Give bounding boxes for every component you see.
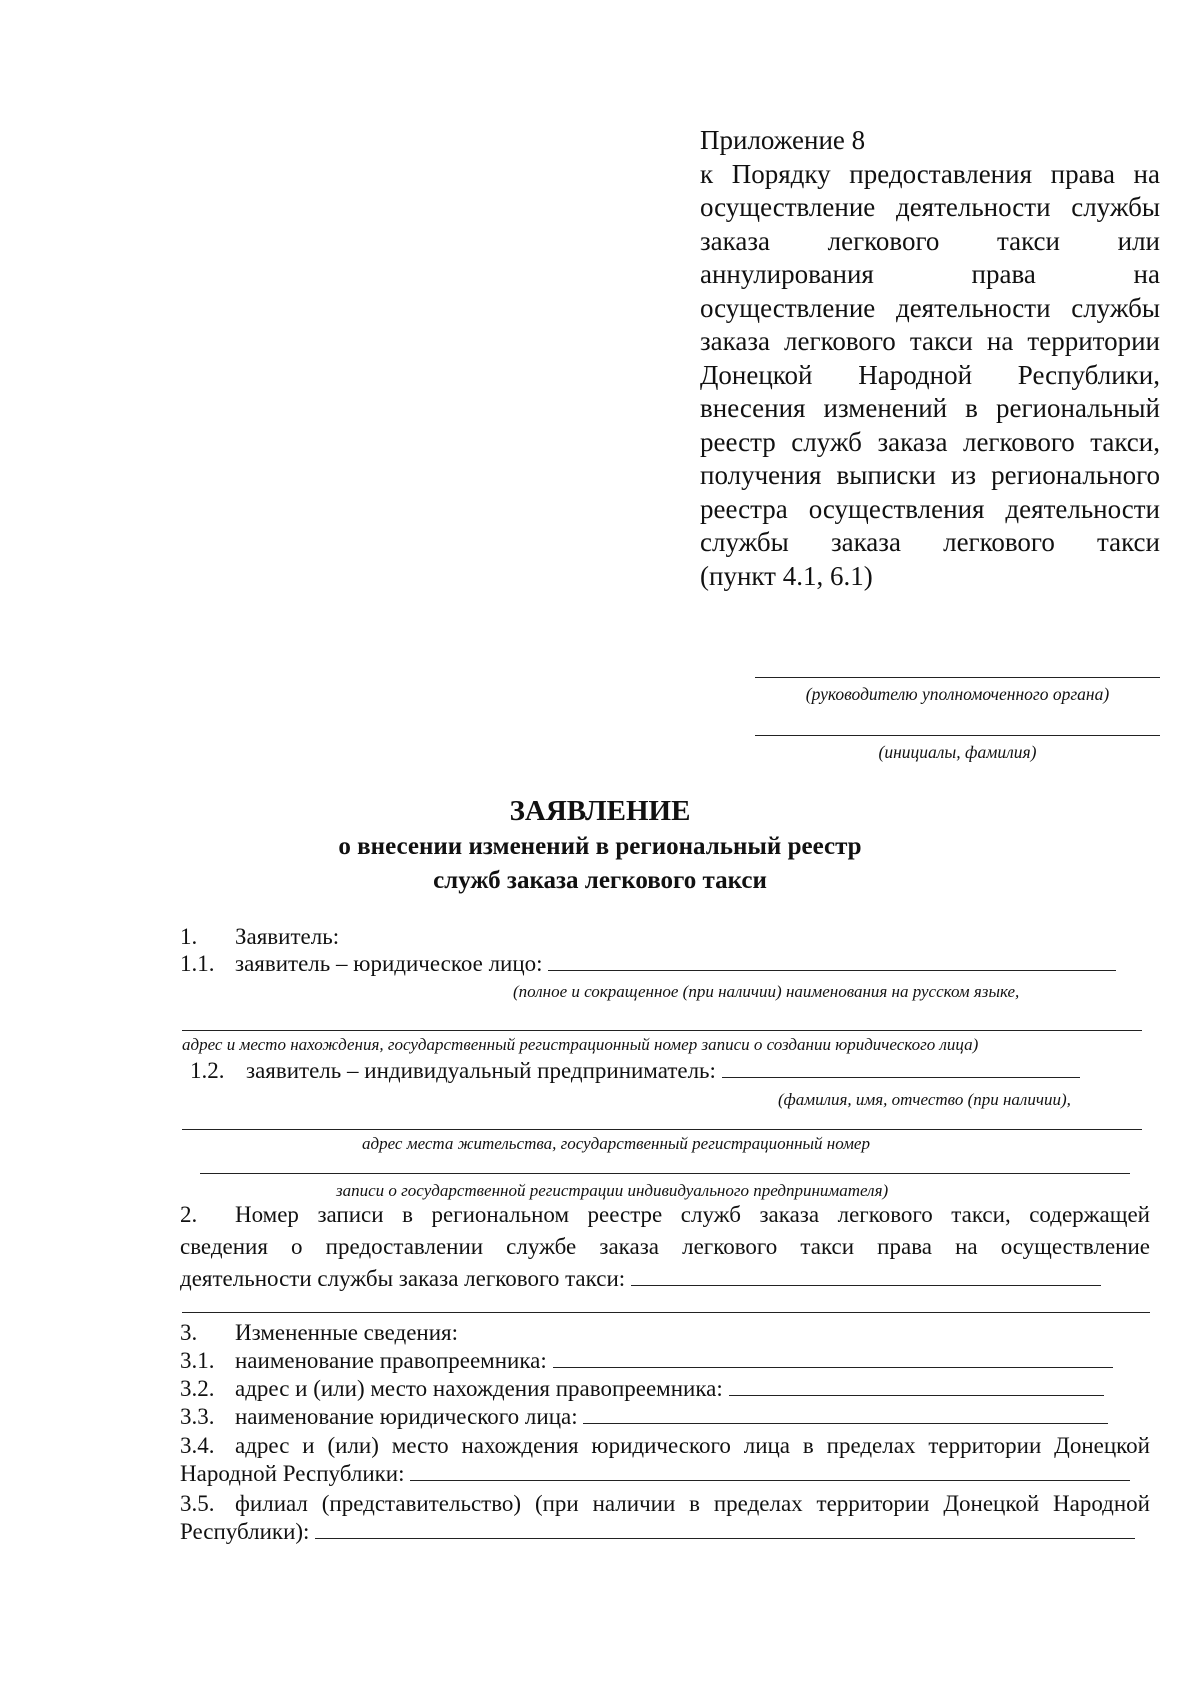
registry-number-input-line2[interactable] [182, 1312, 1150, 1313]
section-number: 2. [180, 1202, 198, 1227]
section2-line [180, 1201, 1150, 1229]
branch-input[interactable] [315, 1518, 1135, 1539]
item-label: адрес и (или) место нахождения юридического лица в пределах территории Донецкой [235, 1433, 1150, 1458]
entrepreneur-input-line2[interactable] [182, 1129, 1142, 1130]
successor-address-input[interactable] [729, 1375, 1104, 1396]
item-3-4-cont [180, 1460, 1130, 1488]
item-number: 3.3. [180, 1404, 215, 1429]
item-number: 3.1. [180, 1348, 215, 1373]
item-label: наименование юридического лица: [235, 1404, 578, 1429]
legal-entity-caption: (полное и сокращенное (при наличии) наименования на русском языке, [513, 982, 1020, 1001]
addressee-name-caption: (инициалы, фамилия) [878, 742, 1037, 762]
item-3-1 [180, 1347, 1113, 1375]
appendix-block [700, 124, 1160, 593]
document-title: ЗАЯВЛЕНИЕ [509, 795, 691, 827]
section-label: Заявитель: [235, 924, 340, 949]
legal-entity-name-input[interactable] [583, 1403, 1108, 1424]
section-label: Измененные сведения: [235, 1320, 459, 1345]
section2-text: Номер записи в региональном реестре служб заказа легкового такси, содержащей [235, 1202, 1150, 1227]
entrepreneur-input[interactable] [722, 1057, 1080, 1078]
item-label: заявитель – юридическое лицо: [235, 951, 543, 976]
item-3-5-cont [180, 1518, 1135, 1546]
section-number: 3. [180, 1320, 198, 1345]
entrepreneur-input-line3[interactable] [200, 1173, 1130, 1174]
item-label: адрес и (или) место нахождения правопреемника: [235, 1376, 723, 1401]
legal-entity-caption: адрес и место нахождения, государственный регистрационный номер записи о создании юридического лица) [182, 1035, 979, 1054]
legal-entity-address-input[interactable] [410, 1460, 1130, 1481]
legal-entity-input[interactable] [548, 950, 1116, 971]
item-label: филиал (представительство) (при наличии в пределах территории Донецкой Народной [235, 1491, 1150, 1516]
section1-heading [180, 923, 339, 951]
entrepreneur-caption: записи о государственной регистрации индивидуального предпринимателя) [336, 1181, 889, 1200]
appendix-line: службы заказа легкового такси [700, 527, 1160, 557]
item-number: 3.2. [180, 1376, 215, 1401]
entrepreneur-caption: (фамилия, имя, отчество (при наличии), [778, 1090, 1071, 1109]
item-3-4 [180, 1432, 1150, 1460]
appendix-title: Приложение 8 [700, 125, 866, 155]
item-label: заявитель – индивидуальный предприниматель: [246, 1058, 716, 1083]
appendix-line: Донецкой Народной Республики, [700, 359, 1160, 390]
item-1-2 [190, 1057, 1080, 1085]
document-subtitle: о внесении изменений в региональный реестр [338, 833, 862, 860]
registry-number-input[interactable] [631, 1265, 1101, 1286]
item-number: 1.2. [190, 1058, 225, 1083]
item-1-1 [180, 950, 1116, 978]
appendix-line: реестр служб заказа легкового такси, [700, 426, 1160, 457]
item-3-3 [180, 1403, 1108, 1431]
entrepreneur-caption: адрес места жительства, государственный регистрационный номер [362, 1134, 870, 1153]
item-3-5 [180, 1490, 1150, 1518]
item-label: Народной Республики: [180, 1461, 405, 1486]
successor-name-input[interactable] [553, 1347, 1113, 1368]
item-label: Республики): [180, 1519, 310, 1544]
item-number: 1.1. [180, 951, 215, 976]
appendix-line: аннулирования права на [700, 259, 1160, 289]
section-number: 1. [180, 924, 198, 949]
addressee-organ-caption: (руководителю уполномоченного органа) [805, 684, 1110, 704]
appendix-line: внесения изменений в региональный [700, 393, 1160, 423]
appendix-line: (пункт 4.1, 6.1) [700, 560, 873, 591]
section3-heading [180, 1319, 458, 1347]
appendix-line: заказа легкового такси на территории [700, 326, 1160, 356]
legal-entity-input-line2[interactable] [182, 1030, 1142, 1031]
addressee-organ-field[interactable] [755, 677, 1160, 705]
item-number: 3.4. [180, 1433, 215, 1458]
section2-line: сведения о предоставлении службе заказа легкового такси права на осуществление [180, 1234, 1150, 1259]
appendix-line: осуществление деятельности службы [700, 292, 1160, 323]
appendix-line: к Порядку предоставления права на [700, 158, 1160, 189]
item-label: наименование правопреемника: [235, 1348, 547, 1373]
item-number: 3.5. [180, 1491, 215, 1516]
appendix-line: осуществление деятельности службы [700, 192, 1160, 222]
addressee-name-field[interactable] [755, 735, 1160, 763]
section2-line [180, 1265, 1101, 1293]
document-subtitle: служб заказа легкового такси [433, 867, 767, 894]
section2-text: деятельности службы заказа легкового такси: [180, 1266, 626, 1291]
appendix-line: заказа легкового такси или [700, 225, 1160, 256]
appendix-line: реестра осуществления деятельности [700, 493, 1160, 524]
item-3-2 [180, 1375, 1104, 1403]
appendix-line: получения выписки из регионального [700, 460, 1160, 490]
